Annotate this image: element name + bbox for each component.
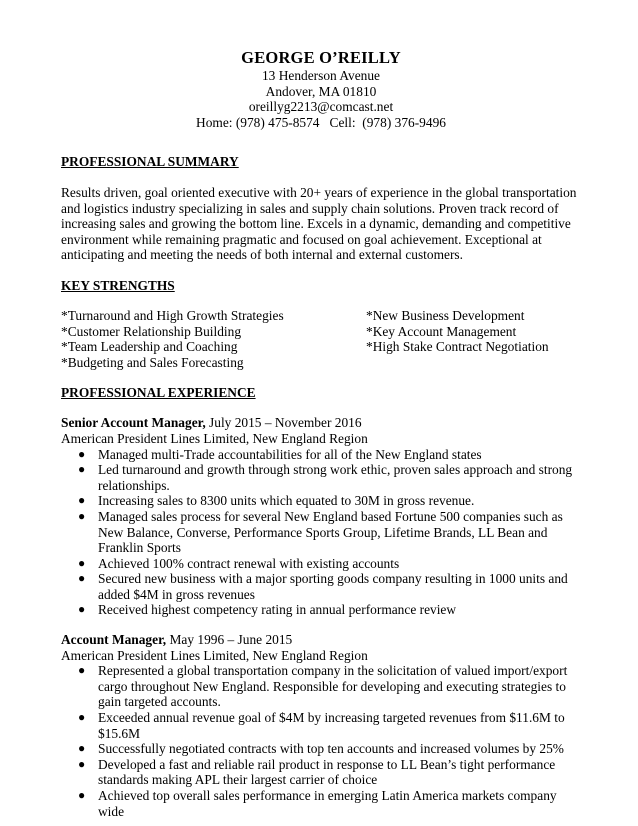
strength-item: *Key Account Management [366,323,517,339]
bullet-text: Managed multi-Trade accountabilities for all of the New England states [98,446,482,462]
bullet-icon: ● [78,602,86,617]
bullet-item [61,462,581,493]
bullet-text: Led turnaround and growth through strong work ethic, proven sales approach and strong relationships. [98,462,573,493]
bullet-icon: ● [78,756,86,771]
job-title: Account Manager, [61,632,167,648]
bullet-text: Achieved 100% contract renewal with existing accounts [98,555,400,571]
bullet-icon: ● [78,508,86,523]
bullet-item [61,447,581,463]
bullet-item [61,741,581,757]
bullet-icon: ● [78,555,86,570]
strength-item: *Team Leadership and Coaching [61,339,238,355]
bullet-text: Received highest competency rating in annual performance review [98,602,457,618]
strength-item: *Budgeting and Sales Forecasting [61,354,244,370]
bullet-icon: ● [78,788,86,802]
strength-item: *Turnaround and High Growth Strategies [61,307,284,323]
resume-header [61,47,581,130]
strength-item: *Customer Relationship Building [61,323,242,339]
bullet-item [61,493,581,509]
bullet-icon: ● [78,710,86,725]
summary-heading: PROFESSIONAL SUMMARY [61,154,239,169]
job-title: Senior Account Manager, [61,415,206,431]
strengths-grid [61,308,581,370]
job-title-line [61,415,581,431]
job-dates: May 1996 – June 2015 [166,632,293,648]
street-address: 13 Henderson Avenue [261,68,380,83]
bullet-item [61,571,581,602]
bullet-item [61,757,581,788]
bullet-text: Managed sales process for several New England based Fortune 500 companies such as New Balance, Converse, Performance Sports Group, Lifetime Brands, LL Bean and Franklin Sports [98,508,563,556]
job-dates: July 2015 – November 2016 [205,415,362,431]
bullet-item [61,710,581,741]
bullet-icon: ● [78,493,86,508]
job-bullets [61,663,581,819]
summary-text: Results driven, goal oriented executive with 20+ years of experience in the global transportation and logistics industry specializing in sales and supply chain solutions. Proven track record of increasing sales and growing the bottom line. Excels in a dynamic, demanding and competitive environment while remaining pragmatic and focused on goal achievement. Exceptional at anticipating and meeting the needs of both internal and external customers. [61,185,577,263]
bullet-item [61,556,581,572]
job-entry [61,632,581,819]
bullet-text: Represented a global transportation company in the solicitation of valued import/export cargo throughout New England. Responsible for developing and executing strategies to gain targeted accounts. [98,663,568,710]
bullet-text: Achieved top overall sales performance in emerging Latin America markets company wide [98,788,557,819]
bullet-text: Exceeded annual revenue goal of $4M by increasing targeted revenues from $11.6M to $15.6M [98,710,565,741]
bullet-text: Increasing sales to 8300 units which equated to 30M in gross revenue. [98,493,475,509]
strength-item: *High Stake Contract Negotiation [366,339,549,355]
job-bullets [61,447,581,619]
bullet-icon: ● [78,571,86,586]
resume-page [61,47,581,819]
bullet-text: Successfully negotiated contracts with top ten accounts and increased volumes by 25% [98,741,564,757]
bullet-icon: ● [78,663,86,678]
job-company: American President Lines Limited, New England Region [61,430,368,446]
bullet-text: Secured new business with a major sporting goods company resulting in 1000 units and added $4M in gross revenues [98,571,568,602]
bullet-item [61,788,581,819]
experience-heading: PROFESSIONAL EXPERIENCE [61,385,256,401]
city-state-zip: Andover, MA 01810 [265,83,377,99]
bullet-icon: ● [78,741,86,756]
phone-numbers: Home: (978) 475-8574 Cell: (978) 376-9496 [196,114,446,130]
bullet-icon: ● [78,462,86,477]
bullet-icon: ● [78,446,86,461]
email-address: oreillyg2213@comcast.net [248,99,394,114]
strengths-heading: KEY STRENGTHS [61,277,175,293]
job-company: American President Lines Limited, New England Region [61,647,368,663]
job-title-line [61,632,581,648]
job-entry [61,415,581,618]
bullet-item [61,509,581,556]
strength-item: *New Business Development [366,307,525,323]
bullet-text: Developed a fast and reliable rail product in response to LL Bean’s tight performance standards making APL their largest carrier of choice [98,756,556,788]
candidate-name: GEORGE O’REILLY [241,48,401,67]
bullet-item [61,602,581,618]
bullet-item [61,663,581,710]
